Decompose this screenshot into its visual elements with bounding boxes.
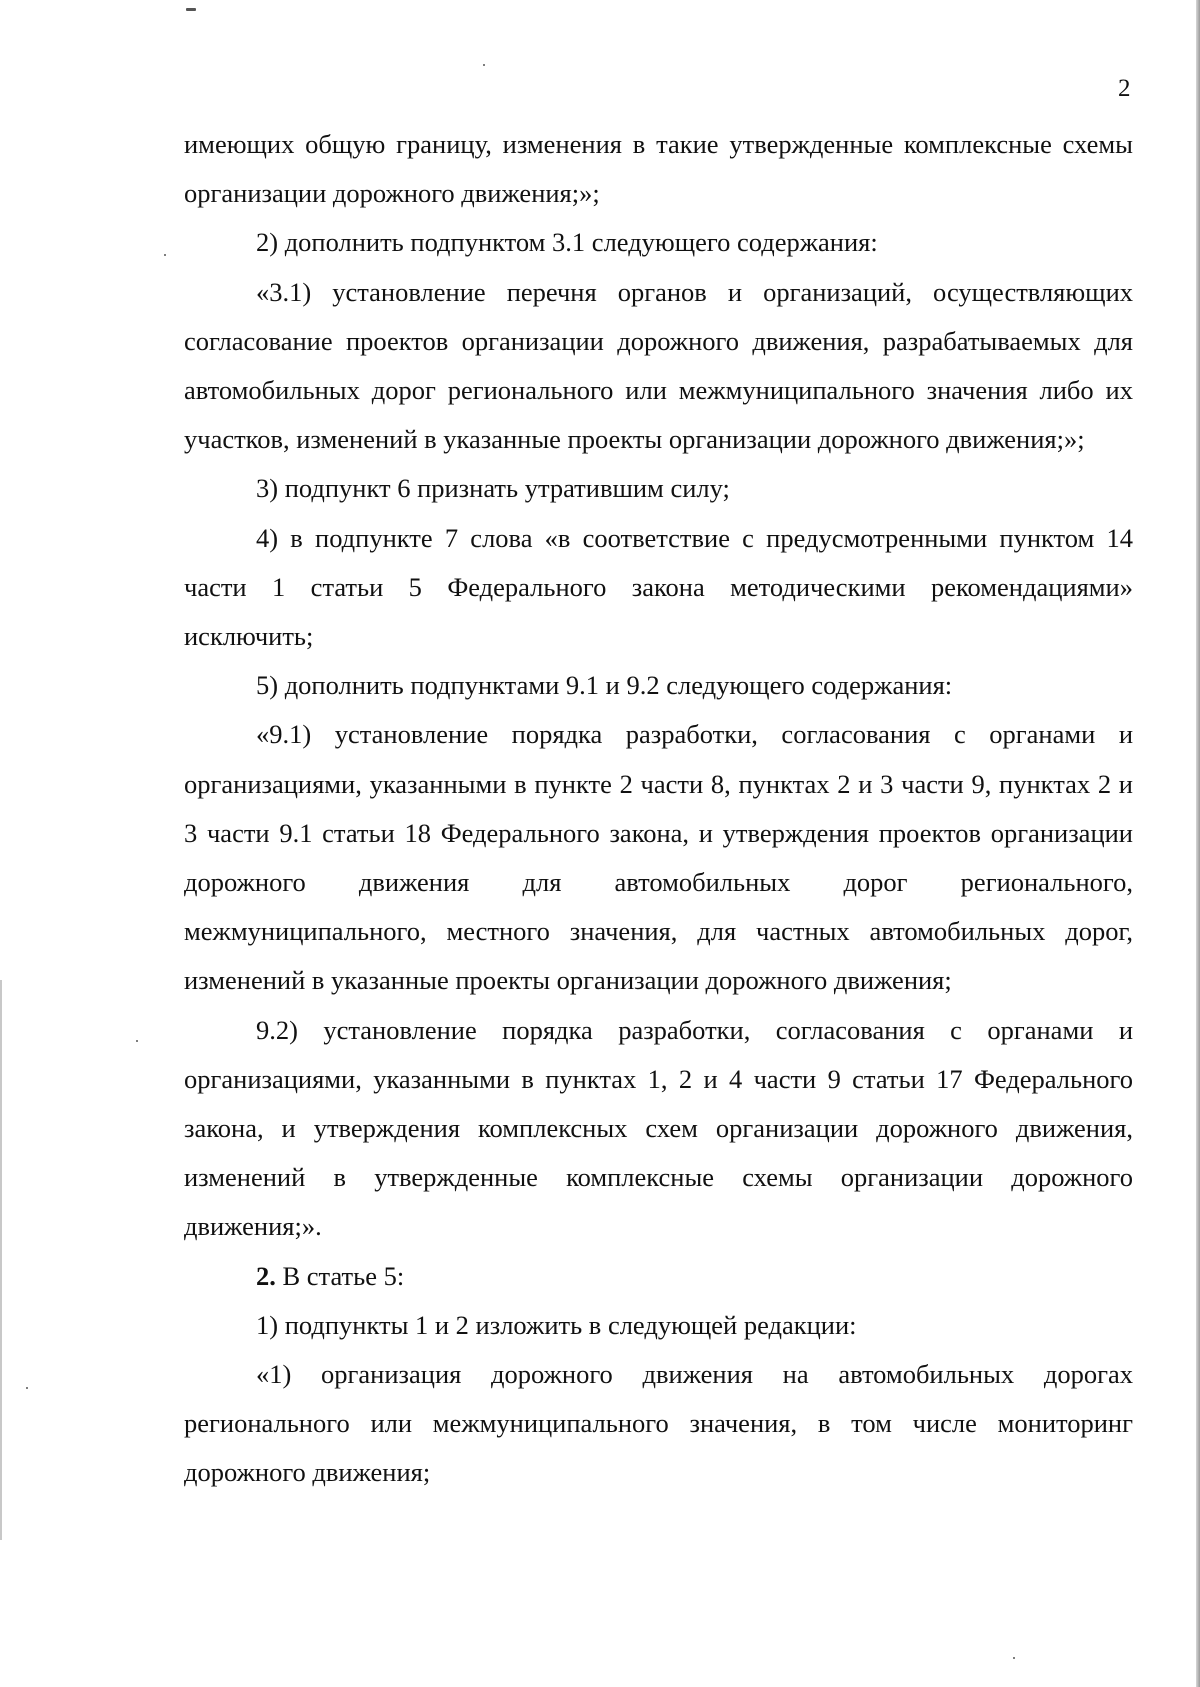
scan-edge [1196,0,1200,1687]
paragraph-item-3: 3) подпункт 6 признать утратившим силу; [256,473,730,504]
scan-speck [164,254,166,256]
scan-speck [136,1040,138,1042]
paragraph-item-2: 2) дополнить подпунктом 3.1 следующего содержания: [256,227,878,258]
page-number: 2 [1118,75,1131,102]
paragraph-subitem-1: «1) организация дорожного движения на автомобильных дорогах регионального или межмуниципального значения, в том числе мониторинг дорожного движения; [184,1359,1133,1488]
paragraph-item-1: 1) подпункты 1 и 2 изложить в следующей редакции: [256,1309,857,1340]
scan-speck [1013,1657,1015,1659]
scan-speck [26,1387,28,1389]
paragraph-subitem-9-1: «9.1) установление порядка разработки, согласования с органами и организациями, указанными в пункте 2 части 8, пунктах 2 и 3 части 9, пунктах 2 и 3 части 9.1 статьи 18 Федерального закона, и утверждения проектов организации дорожного движения для автомобильных дорог регионального, межмуниципального, местного значения, для частных автомобильных дорог, изменений в указанные проекты организации дорожного движения; [184,719,1133,996]
section-2-heading [184,1252,1133,1301]
scan-speck [186,8,196,11]
paragraph-subitem-9-2: 9.2) установление порядка разработки, согласования с органами и организациями, указанными в пунктах 1, 2 и 4 части 9 статьи 17 Федерального закона, и утверждения комплексных схем организации дорожного движения, изменений в утвержденные комплексные схемы организации дорожного движения;». [184,1014,1133,1242]
paragraph-item-4: 4) в подпункте 7 слова «в соответствие с предусмотренными пунктом 14 части 1 статьи 5 Федерального закона методическими рекомендациями» исключить; [184,522,1133,652]
document-body [184,120,1133,1498]
paragraph-item-5: 5) дополнить подпунктами 9.1 и 9.2 следующего содержания: [256,670,953,701]
scan-speck [483,64,485,66]
scan-edge [0,980,2,1540]
section-2-title: В статье 5: [275,1260,405,1291]
paragraph-continuation: имеющих общую границу, изменения в такие утвержденные комплексные схемы организации дорожного движения;»; [184,129,1133,209]
paragraph-subitem-3-1: «3.1) установление перечня органов и организаций, осуществляющих согласование проектов организации дорожного движения, разрабатываемых для автомобильных дорог регионального или межмуниципального значения либо их участков, изменений в указанные проекты организации дорожного движения;»; [184,276,1133,455]
section-2-number: 2. [256,1260,276,1291]
